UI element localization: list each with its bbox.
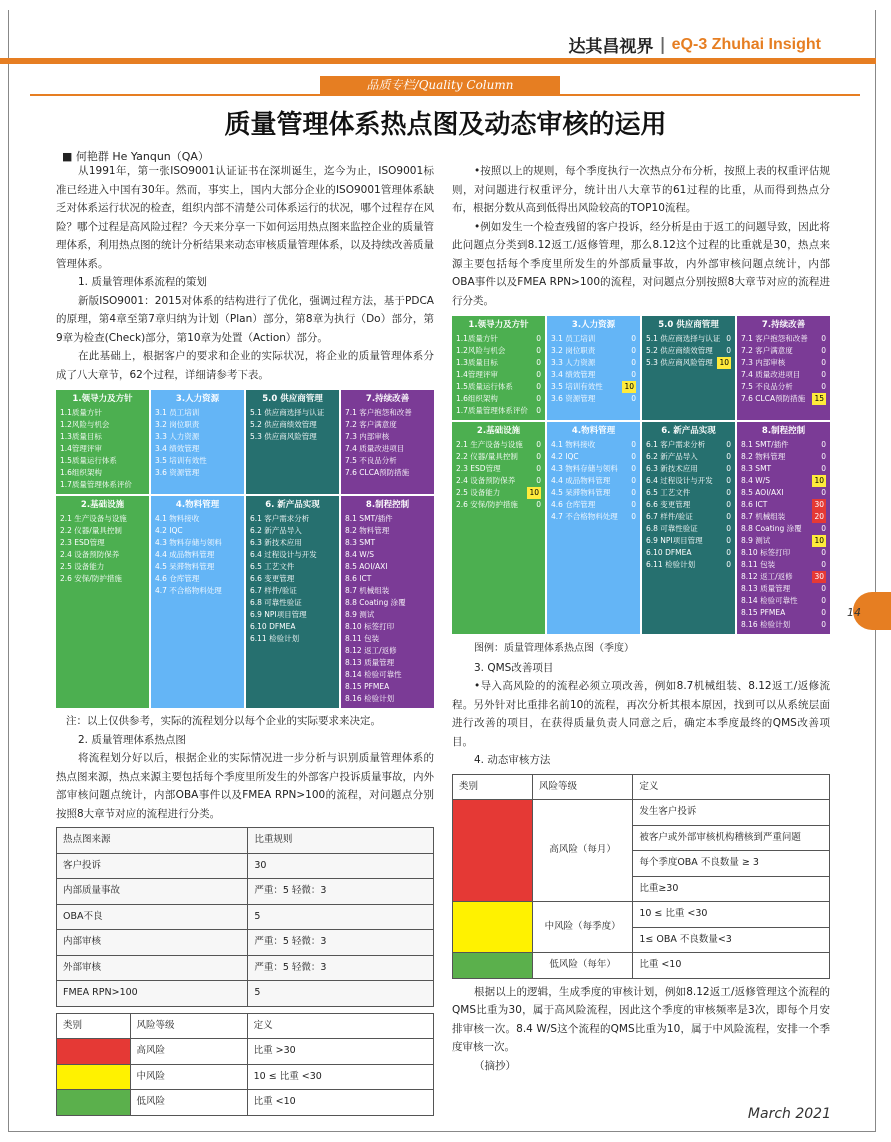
- process-item: 1.4管理评审 0: [456, 370, 541, 379]
- source-table: [56, 827, 434, 1007]
- table-cell: 5: [248, 981, 434, 1007]
- block-title: 3.人力资源: [175, 394, 220, 404]
- block-title: 6. 新产品实现: [661, 426, 716, 436]
- table-cell: [57, 1090, 131, 1116]
- process-item: 6.8 可靠性验证: [250, 598, 302, 607]
- risk-color-cell: [453, 800, 533, 902]
- right-paragraphs: [452, 162, 830, 310]
- table-row: [57, 955, 434, 981]
- process-item: 8.2 物料管理: [345, 526, 390, 535]
- paragraph: •例如发生一个检查残留的客户投诉，经分析是由于返工的问题导致，因此将此问题点分类到8.12返工/返修管理，那么8.12这个过程的比重就是30，热点来源主要包括每个季度里所发生的外部质量事故，内外部审核问题点统计，内部OBA事件以及FMEA RPN>100的流程，对问题点分别按照8大章节对应的流程进行分类。: [452, 220, 830, 307]
- table-cell: 比重 >30: [247, 1039, 433, 1065]
- process-item: 8.9 测试 10: [741, 536, 824, 545]
- process-block: [246, 390, 339, 494]
- process-item: 2.5 设备能力: [60, 562, 105, 571]
- table-cell: 外部审核: [57, 955, 248, 981]
- masthead-en: eQ-3 Zhuhai Insight: [671, 35, 821, 53]
- process-item: 2.4 设备预防保养 0: [456, 476, 541, 485]
- table-row: [57, 879, 434, 905]
- process-item: 7.2 客户满意度: [345, 420, 397, 429]
- process-item: 6.1 客户需求分析 0: [646, 440, 731, 449]
- process-item: 8.5 AOI/AXI: [345, 562, 388, 571]
- process-item: 4.4 成品物料管理: [155, 550, 215, 559]
- process-item: 1.2风险与机会: [60, 420, 110, 429]
- process-item: 4.2 IQC: [155, 526, 183, 535]
- process-item: 8.8 Coating 涂覆: [345, 598, 406, 607]
- note: 注：以上仅供参考，实际的流程划分以每个企业的实际要求来决定。: [66, 715, 381, 727]
- process-block: [737, 316, 830, 420]
- process-item: 8.11 包装 0: [741, 560, 826, 569]
- process-item: 2.6 安保/防护措施 0: [456, 500, 541, 509]
- right-paragraphs-2: [452, 659, 830, 770]
- process-item: 1.6组织架构: [60, 468, 102, 477]
- process-item: 8.2 物料管理 0: [741, 452, 826, 461]
- process-item: 8.14 检验可靠性: [345, 670, 402, 679]
- block-title: 5.0 供应商管理: [658, 320, 719, 330]
- paragraph: 从1991年，第一张ISO9001认证证书在深圳诞生，迄今为止，ISO9001标准已经进入中国有30年。然而，事实上，国内大部分企业的ISO9001管理体系缺乏对体系运行状况的检查，组织内部不清楚公司体系运行的状况，哪个过程存在风险？哪个过程是高风险过程？今天来分享一下如何运用热点图来监控企业的质量管理体系，利用热点图的统计分析结果来动态审核质量管理体系，以及持续改善质量管理体系。: [56, 165, 434, 270]
- process-item: 6.4 过程设计与开发: [250, 550, 317, 559]
- process-item: 6.10 DFMEA 0: [646, 548, 731, 557]
- table-row: [57, 853, 434, 879]
- header-rule: [0, 58, 876, 64]
- block-title: 4.物料管理: [571, 426, 616, 436]
- process-item: 8.3 SMT: [345, 538, 376, 547]
- process-item: 1.1质量方针: [60, 408, 102, 417]
- process-item: 2.3 ESD管理: [60, 538, 105, 547]
- risk-level: 中风险（每季度）: [533, 902, 633, 953]
- process-block: [246, 496, 339, 708]
- process-item: 7.2 客户满意度 0: [741, 346, 826, 355]
- block-title: 4.物料管理: [175, 500, 220, 510]
- right-paragraphs-3: [452, 983, 830, 1076]
- process-item: 8.7 机械组装: [345, 586, 390, 595]
- process-item: 4.5 呆滞物料管理 0: [551, 488, 636, 497]
- process-item: 8.8 Coating 涂覆 0: [741, 524, 826, 533]
- table-cell: 中风险: [130, 1064, 247, 1090]
- process-item: 5.3 供应商风险管理 10: [646, 358, 729, 367]
- process-block: [341, 496, 434, 708]
- process-block: [547, 422, 640, 634]
- table-header: 热点图来源: [57, 828, 248, 854]
- table-cell: 严重：5 轻微：3: [248, 930, 434, 956]
- process-map: [56, 390, 434, 708]
- block-title: 1.领导力及方针: [468, 320, 529, 330]
- process-block: [547, 316, 640, 420]
- process-item: 3.6 资源管理: [155, 468, 200, 477]
- issue-date: March 2021: [747, 1106, 831, 1122]
- process-item: 1.5质量运行体系: [60, 456, 117, 465]
- risk-definition: 被客户或外部审核机构稽核到严重问题: [633, 825, 830, 851]
- block-title: 8.制程控制: [761, 426, 806, 436]
- process-item: 7.6 CLCA预防措施 15: [741, 394, 824, 403]
- block-title: 3.人力资源: [571, 320, 616, 330]
- process-item: 6.5 工艺文件: [250, 562, 295, 571]
- process-item: 7.3 内部审核 0: [741, 358, 826, 367]
- process-item: 2.5 设备能力 10: [456, 488, 539, 497]
- table-row: [453, 953, 830, 979]
- process-block: [452, 316, 545, 420]
- process-item: 1.7质量管理体系评价: [60, 480, 132, 489]
- left-column: [56, 162, 434, 1116]
- process-item: 1.4管理评审: [60, 444, 102, 453]
- table-cell: 严重：5 轻微：3: [248, 879, 434, 905]
- process-item: 3.1 员工培训 0: [551, 334, 636, 343]
- risk-color-cell: [453, 902, 533, 953]
- process-item: 7.5 不良品分析 0: [741, 382, 826, 391]
- process-item: 8.6 ICT: [345, 574, 372, 583]
- block-title: 2.基础设施: [476, 426, 521, 436]
- process-item: 8.16 检验计划 0: [741, 620, 826, 629]
- risk-definition: 发生客户投诉: [633, 800, 830, 826]
- process-block: [737, 422, 830, 634]
- risk-definition: 10 ≤ 比重 <30: [633, 902, 830, 928]
- process-item: 6.4 过程设计与开发 0: [646, 476, 731, 485]
- process-item: 8.13 质量管理: [345, 658, 395, 667]
- process-item: 7.1 客户抱怨和改善 0: [741, 334, 826, 343]
- paragraph: 将流程划分好以后，根据企业的实际情况进一步分析与识别质量管理体系的热点图来源，热点来源主要包括每个季度里所发生的外部客户投诉质量事故，内外部审核问题点统计，内部OBA事件以及FMEA RPN>100的流程，对问题点分别按照8大章节对应的流程进行分类。: [56, 752, 434, 820]
- process-item: 6.6 变更管理 0: [646, 500, 731, 509]
- risk-table-small: [56, 1013, 434, 1116]
- block-title: 7.持续改善: [365, 394, 410, 404]
- process-item: 7.1 客户抱怨和改善: [345, 408, 412, 417]
- table-cell: 高风险: [130, 1039, 247, 1065]
- risk-level: 低风险（每年）: [533, 953, 633, 979]
- table-header: 类别: [57, 1013, 131, 1039]
- page-number: 14: [847, 606, 861, 619]
- process-item: 3.3 人力资源: [155, 432, 200, 441]
- process-item: 3.4 绩效管理: [155, 444, 200, 453]
- process-item: 3.1 员工培训: [155, 408, 200, 417]
- process-block: [151, 496, 244, 708]
- process-item: 8.13 质量管理 0: [741, 584, 826, 593]
- process-item: 8.4 W/S 10: [741, 476, 824, 485]
- process-item: 8.12 返工/返修 30: [741, 572, 824, 581]
- left-paragraphs-2: [56, 731, 434, 824]
- block-title: 1.领导力及方针: [72, 394, 133, 404]
- process-item: 8.12 返工/返修: [345, 646, 397, 655]
- block-title: 6. 新产品实现: [265, 500, 320, 510]
- process-item: 3.4 绩效管理 0: [551, 370, 636, 379]
- risk-definition: 比重 <10: [633, 953, 830, 979]
- process-item: 6.3 新技术应用 0: [646, 464, 731, 473]
- process-item: 3.5 培训有效性: [155, 456, 207, 465]
- process-item: 4.6 仓库管理: [155, 574, 200, 583]
- process-item: 8.9 测试: [345, 610, 375, 619]
- process-item: 1.7质量管理体系评价 0: [456, 406, 541, 415]
- process-item: 4.3 物料存储与领料: [155, 538, 222, 547]
- process-item: 8.3 SMT 0: [741, 464, 826, 473]
- table-cell: 10 ≤ 比重 <30: [247, 1064, 433, 1090]
- paragraph: 1. 质量管理体系流程的策划: [78, 276, 207, 288]
- process-item: 6.11 检验计划 0: [646, 560, 731, 569]
- byline: ■ 何艳群 He Yanqun（QA）: [62, 150, 209, 163]
- process-item: 6.9 NPI项目管理 0: [646, 536, 731, 545]
- process-item: 6.7 样件/验证: [250, 586, 297, 595]
- table-cell: 严重：5 轻微：3: [248, 955, 434, 981]
- process-item: 4.5 呆滞物料管理: [155, 562, 215, 571]
- process-item: 4.6 仓库管理 0: [551, 500, 636, 509]
- paragraph: 4. 动态审核方法: [474, 754, 551, 766]
- process-item: 8.7 机械组装 20: [741, 512, 824, 521]
- table-row: [57, 1064, 434, 1090]
- process-item: 6.1 客户需求分析: [250, 514, 310, 523]
- process-item: 6.6 变更管理: [250, 574, 295, 583]
- table-cell: 内部质量事故: [57, 879, 248, 905]
- table-row: [57, 930, 434, 956]
- process-item: 4.3 物料存储与领料 0: [551, 464, 636, 473]
- process-item: 5.2 供应商绩效管理: [250, 420, 317, 429]
- process-item: 6.5 工艺文件 0: [646, 488, 731, 497]
- process-item: 5.1 供应商选择与认证 0: [646, 334, 731, 343]
- paragraph: •按照以上的规则，每个季度执行一次热点分布分析，按照上表的权重评估规则，对问题进行权重评分，统计出八大章节的61过程的比重，从而得到热点分布，根据分数从高到低得出风险较高的TOP10流程。: [452, 165, 830, 214]
- paragraph: （摘抄）: [474, 1059, 516, 1072]
- process-item: 8.1 SMT/插件 0: [741, 440, 826, 449]
- table-header: 比重规则: [248, 828, 434, 854]
- risk-definition: 比重≥30: [633, 876, 830, 902]
- process-item: 4.1 物料接收 0: [551, 440, 636, 449]
- heatmap: [452, 316, 830, 634]
- table-cell: 比重 <10: [247, 1090, 433, 1116]
- table-header: 定义: [247, 1013, 433, 1039]
- process-item: 2.6 安保/防护措施: [60, 574, 122, 583]
- table-header: 风险等级: [533, 774, 633, 800]
- process-item: 3.2 岗位职责: [155, 420, 200, 429]
- block-title: 7.持续改善: [761, 320, 806, 330]
- process-item: 4.1 物料接收: [155, 514, 200, 523]
- process-item: 1.3质量目标: [60, 432, 102, 441]
- table-row: [453, 902, 830, 928]
- column-rule: [30, 94, 860, 96]
- process-item: 8.10 标签打印 0: [741, 548, 826, 557]
- table-cell: 30: [248, 853, 434, 879]
- process-item: 4.2 IQC 0: [551, 452, 636, 461]
- process-item: 3.5 培训有效性 10: [551, 382, 634, 391]
- process-item: 1.2风险与机会 0: [456, 346, 541, 355]
- process-item: 8.15 PFMEA 0: [741, 608, 826, 617]
- process-item: 2.2 仪器/量具控制: [60, 526, 122, 535]
- process-item: 5.1 供应商选择与认证: [250, 408, 325, 417]
- table-cell: 客户投诉: [57, 853, 248, 879]
- process-block: [151, 390, 244, 494]
- process-item: 2.3 ESD管理 0: [456, 464, 541, 473]
- process-item: 4.7 不合格物料处理 0: [551, 512, 636, 521]
- process-item: 7.4 质量改进项目 0: [741, 370, 826, 379]
- process-item: 6.9 NPI项目管理: [250, 610, 307, 619]
- process-block: [341, 390, 434, 494]
- paragraph: •导入高风险的的流程必须立项改善，例如8.7机械组装、8.12返工/返修流程。另外针对比重排名前10的流程，再次分析其根本原因，找到可以从系统层面进行改善的项目，在获得质量负责人同意之后，确定本季度最终的QMS改善项目。: [452, 680, 830, 748]
- table-cell: [57, 1064, 131, 1090]
- process-item: 7.3 内部审核: [345, 432, 390, 441]
- process-item: 8.15 PFMEA: [345, 682, 390, 691]
- column-tag: 品质专栏/Quality Column: [320, 76, 560, 94]
- process-block: [452, 422, 545, 634]
- table-header: 类别: [453, 774, 533, 800]
- paragraph: 在此基础上，根据客户的要求和企业的实际状况，将企业的质量管理体系分成了八大章节，62个过程，详细请参考下表。: [56, 350, 434, 381]
- paragraph: 2. 质量管理体系热点图: [78, 733, 186, 746]
- process-item: 8.14 检验可靠性 0: [741, 596, 826, 605]
- process-item: 8.10 标签打印: [345, 622, 395, 631]
- process-item: 2.2 仪器/量具控制 0: [456, 452, 541, 461]
- table-cell: OBA不良: [57, 904, 248, 930]
- paragraph: 3. QMS改善项目: [474, 661, 554, 674]
- table-row: [57, 981, 434, 1007]
- process-item: 3.2 岗位职责 0: [551, 346, 636, 355]
- risk-color-cell: [453, 953, 533, 979]
- process-block: [56, 390, 149, 494]
- process-item: 6.11 检验计划: [250, 634, 300, 643]
- process-item: 3.3 人力资源 0: [551, 358, 636, 367]
- process-item: 6.3 新技术应用: [250, 538, 302, 547]
- risk-definition: 每个季度OBA 不良数量 ≥ 3: [633, 851, 830, 877]
- process-item: 8.16 检验计划: [345, 694, 395, 703]
- process-item: 1.3质量目标 0: [456, 358, 541, 367]
- block-title: 2.基础设施: [80, 500, 125, 510]
- process-item: 2.4 设备预防保养: [60, 550, 120, 559]
- process-item: 6.2 新产品导入: [250, 526, 302, 535]
- table-header: 定义: [633, 774, 830, 800]
- risk-level: 高风险（每月）: [533, 800, 633, 902]
- heatmap-caption: 图例：质量管理体系热点图（季度）: [474, 643, 634, 654]
- process-item: 1.1质量方针 0: [456, 334, 541, 343]
- audit-table: [452, 774, 830, 979]
- left-paragraphs: [56, 162, 434, 384]
- process-block: [642, 422, 735, 634]
- process-item: 8.1 SMT/插件: [345, 514, 393, 523]
- paragraph: 新版ISO9001：2015对体系的结构进行了优化，强调过程方法，基于PDCA的原理，第4章至第7章归纳为计划（Plan）部分，第8章为执行（Do）部分，第9章为检查(Check)部分，第10章为处置（Action）部分。: [56, 294, 434, 344]
- process-block: [642, 316, 735, 420]
- process-item: 8.11 包装: [345, 634, 380, 643]
- table-cell: FMEA RPN>100: [57, 981, 248, 1007]
- paragraph: 根据以上的逻辑，生成季度的审核计划，例如8.12返工/返修管理这个流程的QMS比重为30，属于高风险流程，因此这个季度的审核频率是3次，即每个月安排审核一次。8.4 W/S这个流程的QMS比重为10，属于中风险流程，安排一个季度审核一次。: [452, 985, 830, 1053]
- table-row: [57, 1039, 434, 1065]
- block-title: 5.0 供应商管理: [262, 394, 323, 404]
- process-item: 6.2 新产品导入 0: [646, 452, 731, 461]
- process-item: 8.4 W/S: [345, 550, 375, 559]
- process-item: 6.8 可靠性验证 0: [646, 524, 731, 533]
- article-title: 质量管理体系热点图及动态审核的运用: [224, 110, 667, 140]
- process-item: 2.1 生产设备与设施 0: [456, 440, 541, 449]
- process-item: 4.7 不合格物料处理: [155, 586, 222, 595]
- masthead-sep: |: [659, 34, 666, 55]
- right-column: [452, 162, 830, 1075]
- process-item: 4.4 成品物料管理 0: [551, 476, 636, 485]
- table-header: 风险等级: [130, 1013, 247, 1039]
- process-item: 1.5质量运行体系 0: [456, 382, 541, 391]
- masthead: [568, 32, 821, 57]
- process-item: 2.1 生产设备与设施: [60, 514, 127, 523]
- table-row: [57, 1090, 434, 1116]
- masthead-cn: 达其昌视界: [568, 37, 654, 57]
- table-cell: 低风险: [130, 1090, 247, 1116]
- process-item: 8.6 ICT 30: [741, 500, 824, 509]
- process-item: 5.2 供应商绩效管理 0: [646, 346, 731, 355]
- block-title: 8.制程控制: [365, 500, 410, 510]
- table-cell: [57, 1039, 131, 1065]
- table-row: [453, 800, 830, 826]
- table-cell: 5: [248, 904, 434, 930]
- table-row: [57, 904, 434, 930]
- process-item: 7.6 CLCA预防措施: [345, 468, 410, 477]
- process-item: 3.6 资源管理 0: [551, 394, 636, 403]
- risk-definition: 1≤ OBA 不良数量<3: [633, 927, 830, 953]
- process-item: 7.4 质量改进项目: [345, 444, 405, 453]
- table-cell: 内部审核: [57, 930, 248, 956]
- process-item: 7.5 不良品分析: [345, 456, 397, 465]
- process-item: 6.7 样件/验证 0: [646, 512, 731, 521]
- process-item: 8.5 AOI/AXI 0: [741, 488, 826, 497]
- process-item: 5.3 供应商风险管理: [250, 432, 317, 441]
- process-item: 6.10 DFMEA: [250, 622, 296, 631]
- process-item: 1.6组织架构 0: [456, 394, 541, 403]
- process-block: [56, 496, 149, 708]
